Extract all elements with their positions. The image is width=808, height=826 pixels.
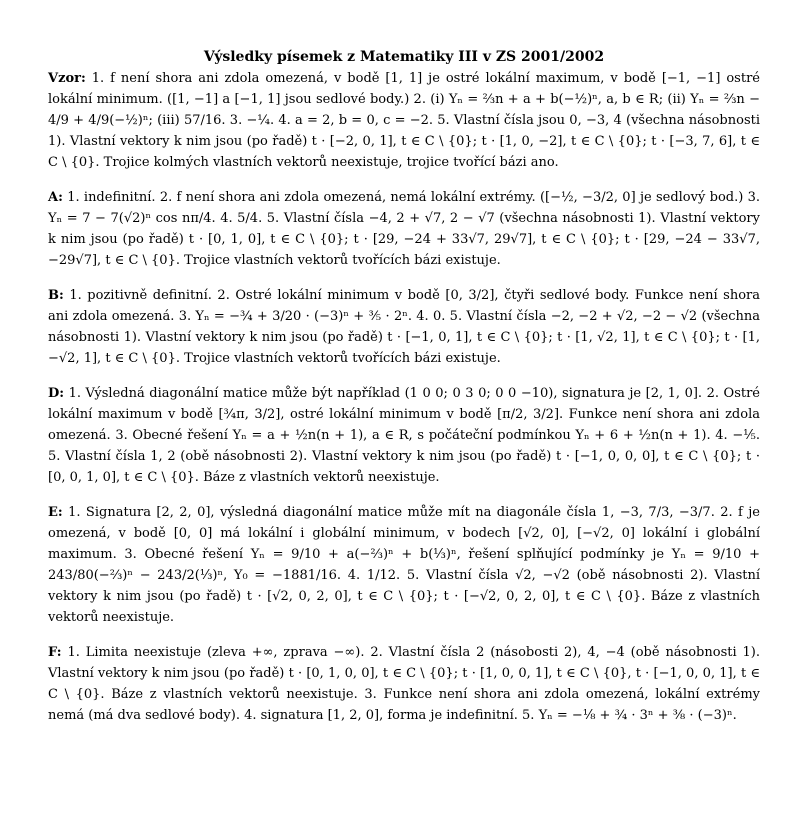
section-d [48, 383, 760, 488]
section-label: Vzor: [48, 71, 86, 86]
section-e-text [48, 502, 760, 628]
section-label: E: [48, 505, 63, 520]
section-label: D: [48, 386, 65, 401]
section-a [48, 187, 760, 271]
section-d-text [48, 383, 760, 488]
section-f-text [48, 642, 760, 726]
section-body: 1. pozitivně definitní. 2. Ostré lokální minimum v bodě [0, 3/2], čtyři sedlové body. Funkce není shora ani zdola omezená. 3. Yₙ = −¾ + 3/20 · (−3)ⁿ + ⅗ · 2ⁿ. 4. 0. 5. Vlastní čísla −2, −2 + √2, −2 − √2 (všechna násobnosti 1). Vlastní vektory k nim jsou (po řadě) t · [−1, 0, 1], t ∈ C \ {0}; t · [1, √2, 1], t ∈ C \ {0}; t · [1, −√2, 1], t ∈ C \ {0}. Trojice vlastních vektorů tvořících bázi existuje. [48, 288, 760, 366]
section-label: B: [48, 288, 64, 303]
section-label: F: [48, 645, 62, 660]
page-title: Výsledky písemek z Matematiky III v ZS 2001/2002 [203, 49, 605, 65]
section-a-text [48, 187, 760, 271]
section-vzor-text [48, 68, 760, 173]
section-f [48, 642, 760, 726]
section-body: 1. indefinitní. 2. f není shora ani zdola omezená, nemá lokální extrémy. ([−½, −3/2, 0] je sedlový bod.) 3. Yₙ = 7 − 7(√2)ⁿ cos nπ/4. 4. 5/4. 5. Vlastní čísla −4, 2 + √7, 2 − √7 (všechna násobnosti 1). Vlastní vektory k nim jsou (po řadě) t · [0, 1, 0], t ∈ C \ {0}; t · [29, −24 + 33√7, 29√7], t ∈ C \ {0}; t · [29, −24 − 33√7, −29√7], t ∈ C \ {0}. Trojice vlastních vektorů tvořících bázi existuje. [48, 190, 761, 268]
section-b-text [48, 285, 760, 369]
section-body: 1. Limita neexistuje (zleva +∞, zprava −∞). 2. Vlastní čísla 2 (násobosti 2), 4, −4 (obě násobnosti 1). Vlastní vektory k nim jsou (po řadě) t · [0, 1, 0, 0], t ∈ C \ {0}; t · [1, 0, 0, 1], t ∈ C \ {0}, t · [−1, 0, 0, 1], t ∈ C \ {0}. Báze z vlastních vektorů neexistuje. 3. Funkce není shora ani zdola omezená, lokální extrémy nemá (má dva sedlové body). 4. signatura [1, 2, 0], forma je indefinitní. 5. Yₙ = −⅛ + ¾ · 3ⁿ + ⅜ · (−3)ⁿ. [48, 645, 760, 723]
document-page [48, 48, 760, 740]
section-vzor [48, 68, 760, 173]
section-body: 1. f není shora ani zdola omezená, v bodě [1, 1] je ostré lokální maximum, v bodě [−1, −1] ostré lokální minimum. ([1, −1] a [−1, 1] jsou sedlové body.) 2. (i) Yₙ = ⅔n + a + b(−½)ⁿ, a, b ∈ R; (ii) Yₙ = ⅔n − 4/9 + 4/9(−½)ⁿ; (iii) 57/16. 3. −¼. 4. a = 2, b = 0, c = −2. 5. Vlastní čísla jsou 0, −3, 4 (všechna násobnosti 1). Vlastní vektory k nim jsou (po řadě) t · [−2, 0, 1], t ∈ C \ {0}; t · [1, 0, −2], t ∈ C \ {0}; t · [−3, 7, 6], t ∈ C \ {0}. Trojice kolmých vlastních vektorů neexistuje, trojice tvořící bázi ano. [48, 71, 760, 170]
section-b [48, 285, 760, 369]
section-body: 1. Výsledná diagonální matice může být například (1 0 0; 0 3 0; 0 0 −10), signatura je [2, 1, 0]. 2. Ostré lokální maximum v bodě [¾π, 3/2], ostré lokální minimum v bodě [π/2, 3/2]. Funkce není shora ani zdola omezená. 3. Obecné řešení Yₙ = a + ½n(n + 1), a ∈ R, s počáteční podmínkou Yₙ + 6 + ½n(n + 1). 4. −⅕. 5. Vlastní čísla 1, 2 (obě násobnosti 2). Vlastní vektory k nim jsou (po řadě) t · [−1, 0, 0, 0], t ∈ C \ {0}; t · [0, 0, 1, 0], t ∈ C \ {0}. Báze z vlastních vektorů neexistuje. [48, 386, 760, 485]
section-e [48, 502, 760, 628]
section-label: A: [48, 190, 63, 205]
section-body: 1. Signatura [2, 2, 0], výsledná diagonální matice může mít na diagonále čísla 1, −3, 7/3, −3/7. 2. f je omezená, v bodě [0, 0] má lokální i globální minimum, v bodech [√2, 0], [−√2, 0] lokální i globální maximum. 3. Obecné řešení Yₙ = 9/10 + a(−⅔)ⁿ + b(⅓)ⁿ, řešení splňující podmínky je Yₙ = 9/10 + 243/80(−⅔)ⁿ − 243/2(⅓)ⁿ, Y₀ = −1881/16. 4. 1/12. 5. Vlastní čísla √2, −√2 (obě násobnosti 2). Vlastní vektory k nim jsou (po řadě) t · [√2, 0, 2, 0], t ∈ C \ {0}; t · [−√2, 0, 2, 0], t ∈ C \ {0}. Báze z vlastních vektorů neexistuje. [48, 505, 760, 625]
